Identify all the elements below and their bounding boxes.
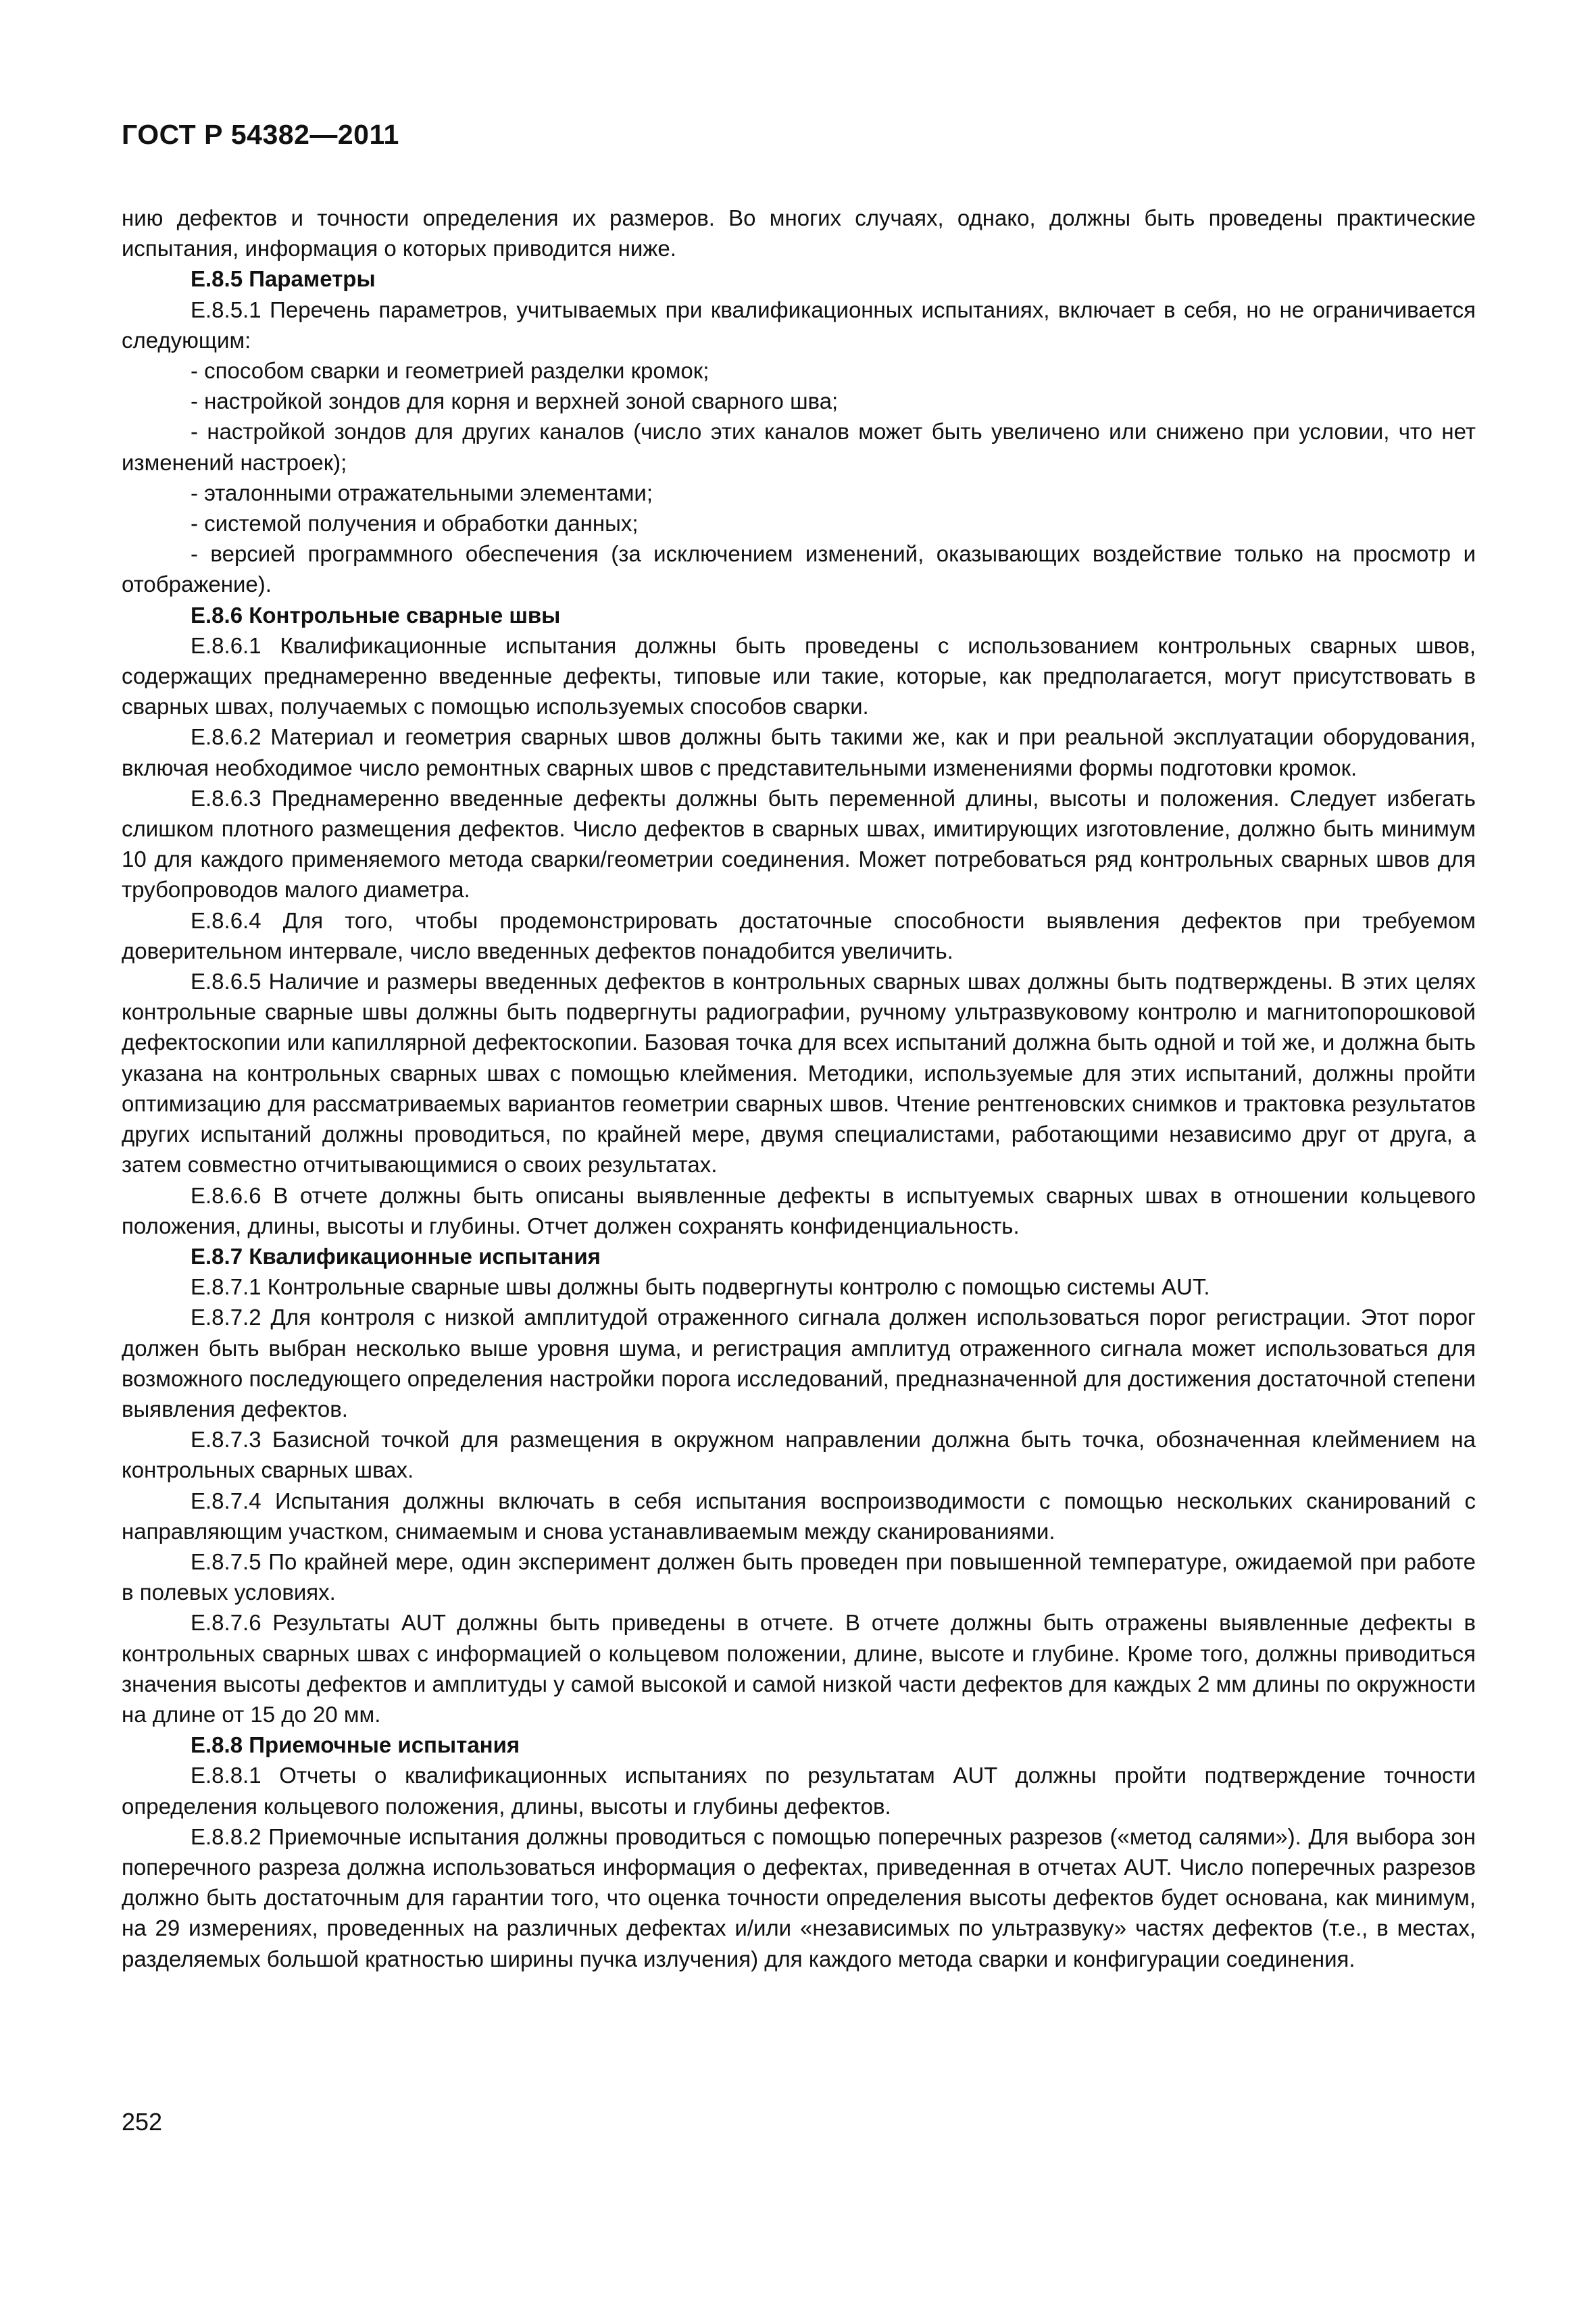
- paragraph-e881: Е.8.8.1 Отчеты о квалификационных испытаниях по результатам AUT должны пройти подтверждение точности определения кольцевого положения, длины, высоты и глубины дефектов.: [122, 1763, 1476, 1819]
- section-heading-e88: Е.8.8 Приемочные испытания: [191, 1732, 520, 1758]
- list-item: - системой получения и обработки данных;: [191, 511, 639, 536]
- paragraph-e862: Е.8.6.2 Материал и геометрия сварных швов должны быть такими же, как и при реальной эксплуатации оборудования, включая необходимое число ремонтных сварных швов с представительными изменениями формы подготовки кромок.: [122, 724, 1476, 780]
- paragraph-e882: Е.8.8.2 Приемочные испытания должны проводиться с помощью поперечных разрезов («метод салями»). Для выбора зон поперечного разреза должна использоваться информация о дефектах, приведенная в отчетах AUT. Число поперечных разрезов должно быть достаточным для гарантии того, что оценка точности определения высоты дефектов будет основана, как минимум, на 29 измерениях, проведенных на различных дефектах и/или «независимых по ультразвуку» частях дефектов (т.е., в местах, разделяемых большой кратностью ширины пучка излучения) для каждого метода сварки и конфигурации соединения.: [122, 1823, 1476, 1971]
- list-item: - способом сварки и геометрией разделки кромок;: [191, 358, 709, 384]
- paragraph-e875: Е.8.7.5 По крайней мере, один эксперимент должен быть проведен при повышенной температуре, ожидаемой при работе в полевых условиях.: [122, 1549, 1476, 1605]
- list-item: - версией программного обеспечения (за исключением изменений, оказывающих воздействие только на просмотр и отображение).: [122, 541, 1476, 597]
- list-item: - настройкой зондов для других каналов (число этих каналов может быть увеличено или снижено при условии, что нет изменений настроек);: [122, 419, 1476, 475]
- paragraph-e874: Е.8.7.4 Испытания должны включать в себя испытания воспроизводимости с помощью нескольких сканирований с направляющим участком, снимаемым и снова устанавливаемым между сканированиями.: [122, 1488, 1476, 1544]
- paragraph-e865: Е.8.6.5 Наличие и размеры введенных дефектов в контрольных сварных швах должны быть подтверждены. В этих целях контрольные сварные швы должны быть подвергнуты радиографии, ручному ультразвуковому контролю и магнитопорошковой дефектоскопии или капиллярной дефектоскопии. Базовая точка для всех испытаний должна быть одной и той же, и должна быть указана на контрольных сварных швах с помощью клеймения. Методики, используемые для этих испытаний, должны пройти оптимизацию для рассматриваемых вариантов геометрии сварных швов. Чтение рентгеновских снимков и трактовка результатов других испытаний должны проводиться, по крайней мере, двумя специалистами, работающими независимо друг от друга, а затем совместно отчитывающимися о своих результатах.: [122, 969, 1476, 1178]
- paragraph-continuation: нию дефектов и точности определения их размеров. Во многих случаях, однако, должны быть проведены практические испытания, информация о которых приводится ниже.: [122, 205, 1476, 261]
- document-body: [122, 203, 1476, 1974]
- paragraph-e863: Е.8.6.3 Преднамеренно введенные дефекты должны быть переменной длины, высоты и положения. Следует избегать слишком плотного размещения дефектов. Число дефектов в сварных швах, имитирующих изготовление, должно быть минимум 10 для каждого применяемого метода сварки/геометрии соединения. Может потребоваться ряд контрольных сварных швов для трубопроводов малого диаметра.: [122, 785, 1476, 903]
- list-item: - настройкой зондов для корня и верхней зоной сварного шва;: [191, 388, 839, 414]
- paragraph-e876: Е.8.7.6 Результаты AUT должны быть приведены в отчете. В отчете должны быть отражены выявленные дефекты в контрольных сварных швах с информацией о кольцевом положении, длине, высоте и глубине. Кроме того, должны приводиться значения высоты дефектов и амплитуды у самой высокой и самой низкой части дефектов для каждых 2 мм длины по окружности на длине от 15 до 20 мм.: [122, 1610, 1476, 1727]
- paragraph-e871: Е.8.7.1 Контрольные сварные швы должны быть подвергнуты контролю с помощью системы AUT.: [191, 1274, 1210, 1300]
- document-header: ГОСТ Р 54382—2011: [122, 119, 399, 150]
- section-heading-e85: Е.8.5 Параметры: [191, 266, 376, 292]
- paragraph-e866: Е.8.6.6 В отчете должны быть описаны выявленные дефекты в испытуемых сварных швах в отношении кольцевого положения, длины, высоты и глубины. Отчет должен сохранять конфиденциальность.: [122, 1182, 1476, 1238]
- paragraph-e851: Е.8.5.1 Перечень параметров, учитываемых при квалификационных испытаниях, включает в себя, но не ограничивается следующим:: [122, 297, 1476, 353]
- section-heading-e86: Е.8.6 Контрольные сварные швы: [191, 602, 561, 628]
- paragraph-e873: Е.8.7.3 Базисной точкой для размещения в окружном направлении должна быть точка, обозначенная клеймением на контрольных сварных швах.: [122, 1427, 1476, 1483]
- paragraph-e864: Е.8.6.4 Для того, чтобы продемонстрировать достаточные способности выявления дефектов при требуемом доверительном интервале, число введенных дефектов понадобится увеличить.: [122, 907, 1476, 963]
- paragraph-e872: Е.8.7.2 Для контроля с низкой амплитудой отраженного сигнала должен использоваться порог регистрации. Этот порог должен быть выбран несколько выше уровня шума, и регистрация амплитуд отраженного сигнала может использоваться для возможного последующего определения настройки порога исследований, предназначенной для достижения достаточной степени выявления дефектов.: [122, 1305, 1476, 1422]
- paragraph-e861: Е.8.6.1 Квалификационные испытания должны быть проведены с использованием контрольных сварных швов, содержащих преднамеренно введенные дефекты, типовые или такие, которые, как предполагается, могут присутствовать в сварных швах, получаемых с помощью используемых способов сварки.: [122, 632, 1476, 720]
- list-item: - эталонными отражательными элементами;: [191, 480, 653, 505]
- section-heading-e87: Е.8.7 Квалификационные испытания: [191, 1243, 601, 1269]
- page-number: 252: [122, 2108, 163, 2136]
